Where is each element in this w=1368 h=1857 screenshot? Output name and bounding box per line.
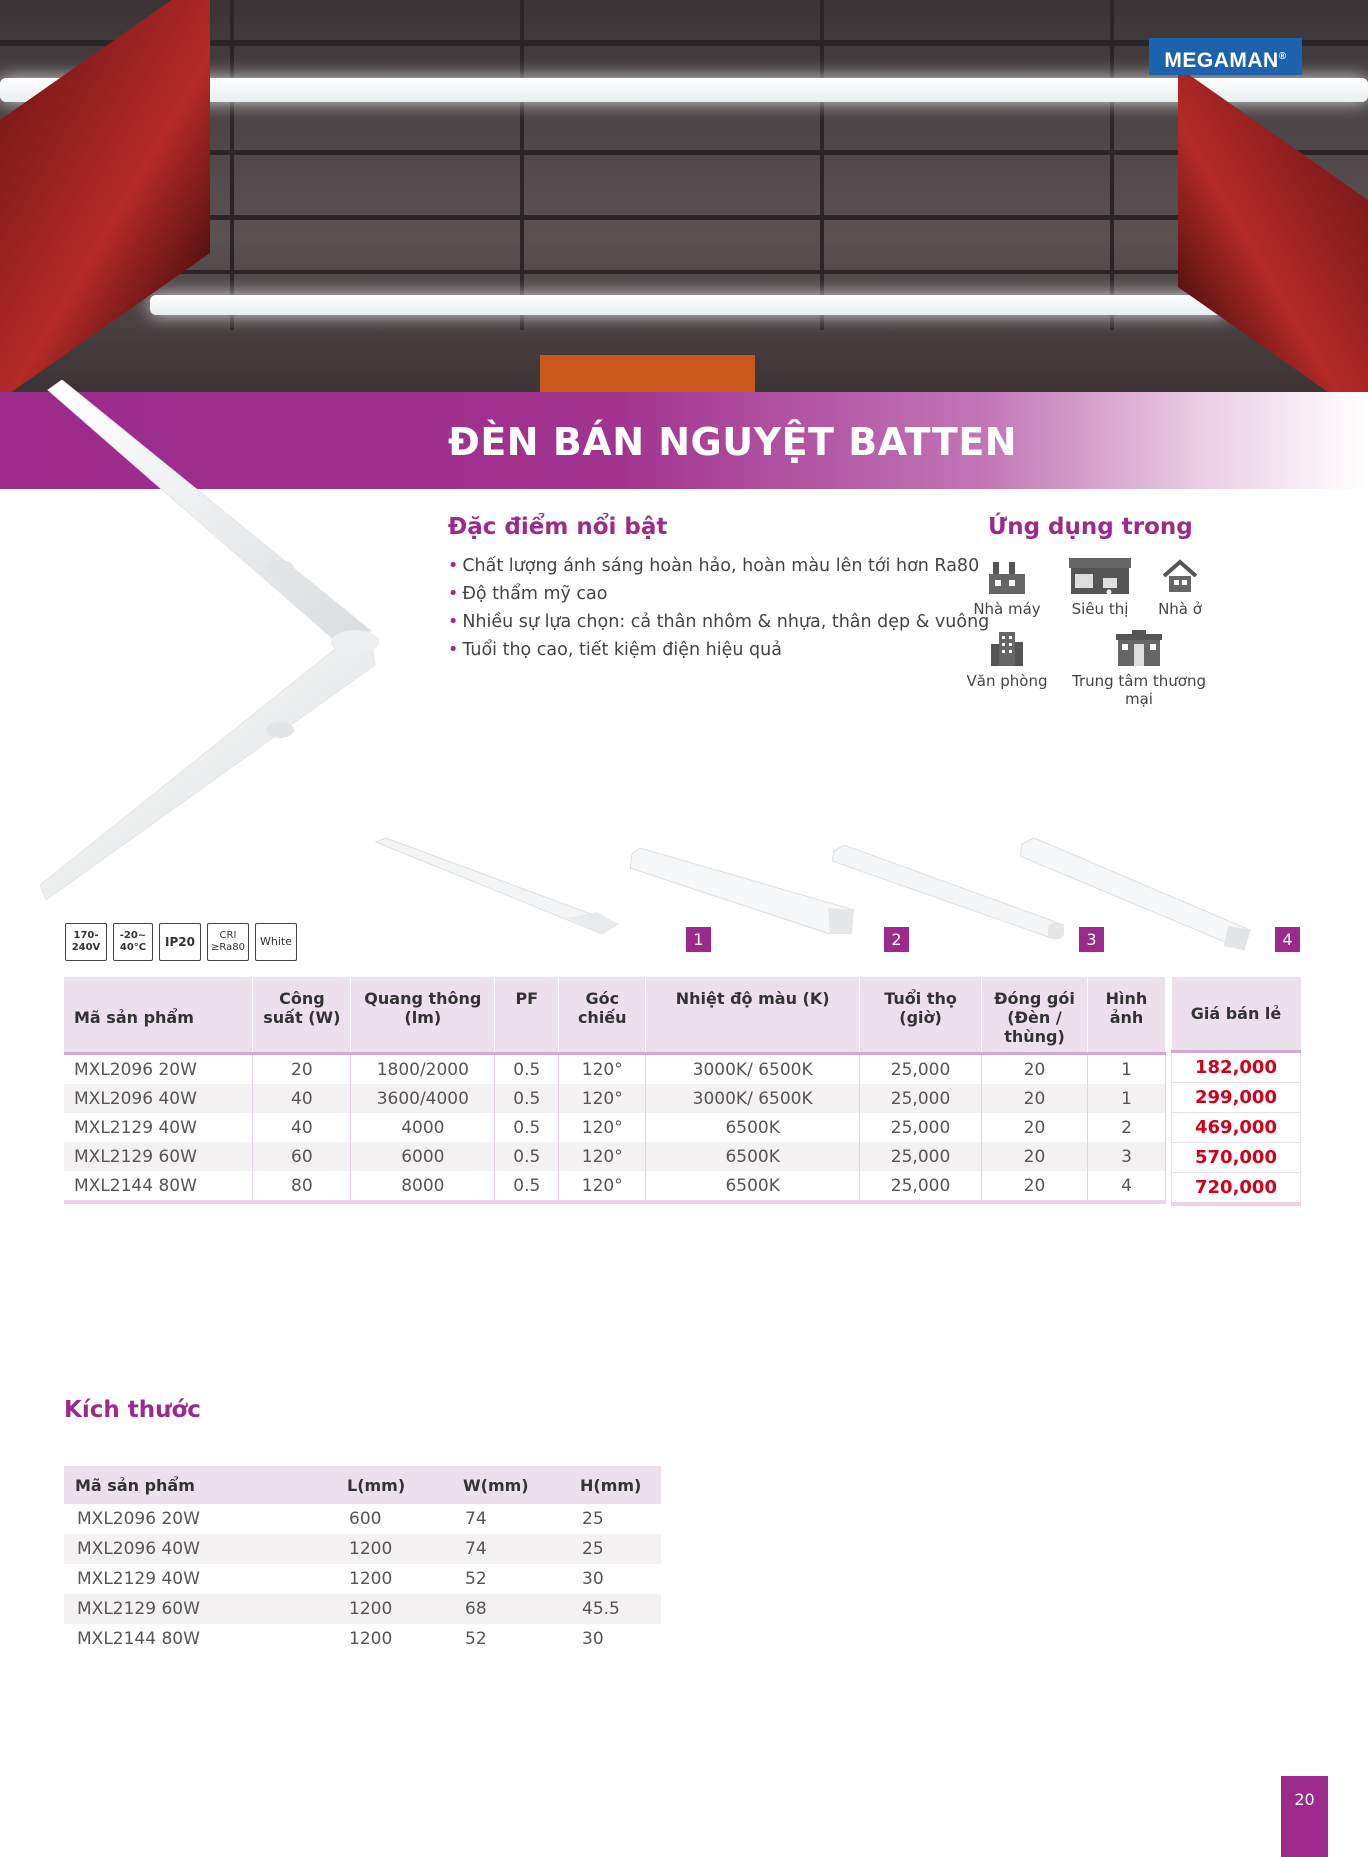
feature-item: • Tuổi thọ cao, tiết kiệm điện hiệu quả <box>448 640 782 660</box>
voltage-spec-icon: 170- 240V <box>65 923 107 961</box>
batten-lamp-joined-image <box>40 380 390 910</box>
spec-icons-row <box>65 923 297 961</box>
megaman-logo: MEGAMAN® <box>1149 38 1302 75</box>
page-number: 20 <box>1281 1776 1328 1857</box>
header-lumen: Quang thông (lm) <box>351 977 495 1054</box>
header-code: Mã sản phẩm <box>64 977 253 1054</box>
cell-pf: 0.5 <box>495 1171 559 1202</box>
cell-power: 20 <box>253 1054 351 1085</box>
table-row <box>1172 1143 1301 1173</box>
table-row <box>64 1142 1166 1171</box>
table-row <box>1172 1113 1301 1143</box>
cell-life: 25,000 <box>860 1054 982 1085</box>
cell-length: 1200 <box>336 1594 452 1624</box>
cell-width: 52 <box>465 1569 487 1589</box>
cell-width: 52 <box>465 1629 487 1649</box>
cell-lumen: 8000 <box>351 1171 495 1202</box>
product-number-badge: 3 <box>1079 927 1104 952</box>
cell-code: MXL2129 60W <box>64 1142 253 1171</box>
cell-price: 720,000 <box>1172 1173 1301 1205</box>
feature-item: • Độ thẩm mỹ cao <box>448 584 608 604</box>
cell-power: 40 <box>253 1113 351 1142</box>
page-title: ĐÈN BÁN NGUYỆT BATTEN <box>448 420 1018 464</box>
cell-angle: 120° <box>559 1054 646 1085</box>
table-row <box>64 1171 1166 1202</box>
supermarket-icon <box>1067 556 1133 596</box>
header-height: H(mm) <box>569 1466 661 1504</box>
cell-code: MXL2096 40W <box>64 1534 336 1564</box>
cell-pack: 20 <box>982 1142 1088 1171</box>
table-row <box>64 1504 661 1534</box>
cell-pf: 0.5 <box>495 1084 559 1113</box>
table-row <box>1172 1173 1301 1205</box>
table-row <box>64 1113 1166 1142</box>
product-image-1-slim <box>372 838 622 938</box>
mall-icon <box>1114 628 1164 668</box>
cell-lumen: 4000 <box>351 1113 495 1142</box>
size-table <box>64 1466 661 1654</box>
cell-code: MXL2144 80W <box>64 1171 253 1202</box>
cell-height: 45.5 <box>569 1594 661 1624</box>
cell-price: 299,000 <box>1172 1083 1301 1113</box>
header-length: L(mm) <box>336 1466 452 1504</box>
temperature-spec-icon: -20~ 40°C <box>113 923 153 961</box>
header-pack: Đóng gói (Đèn / thùng) <box>982 977 1088 1054</box>
app-house: Nhà ở <box>1148 556 1212 618</box>
cell-angle: 120° <box>559 1113 646 1142</box>
cell-cct: 3000K/ 6500K <box>646 1054 860 1085</box>
header-image: Hình ảnh <box>1087 977 1165 1054</box>
cell-life: 25,000 <box>860 1142 982 1171</box>
cell-height: 25 <box>582 1509 604 1529</box>
cell-angle: 120° <box>559 1171 646 1202</box>
app-mall: Trung tâm thương mại <box>1056 628 1222 708</box>
cell-length: 1200 <box>349 1569 393 1589</box>
cell-pack: 20 <box>982 1113 1088 1142</box>
feature-item: • Nhiều sự lựa chọn: cả thân nhôm & nhựa, thân dẹp & vuông <box>448 612 990 632</box>
cell-price: 469,000 <box>1172 1113 1301 1143</box>
cell-pf: 0.5 <box>495 1054 559 1085</box>
cell-code: MXL2096 20W <box>64 1054 253 1085</box>
cell-pack: 20 <box>982 1054 1088 1085</box>
cell-width: 74 <box>452 1534 569 1564</box>
header-width: W(mm) <box>452 1466 569 1504</box>
product-number-badge: 1 <box>686 927 711 952</box>
cell-power: 80 <box>253 1171 351 1202</box>
header-life: Tuổi thọ (giờ) <box>860 977 982 1054</box>
cell-code: MXL2144 80W <box>77 1629 200 1649</box>
cell-power: 60 <box>253 1142 351 1171</box>
cell-code: MXL2096 20W <box>77 1509 200 1529</box>
cell-height: 25 <box>569 1534 661 1564</box>
cell-code: MXL2129 40W <box>64 1113 253 1142</box>
cell-angle: 120° <box>559 1142 646 1171</box>
header-code: Mã sản phẩm <box>64 1466 336 1504</box>
product-number-badge: 4 <box>1275 927 1300 952</box>
app-office: Văn phòng <box>962 628 1052 690</box>
price-table <box>1171 977 1301 1206</box>
cell-life: 25,000 <box>860 1084 982 1113</box>
cell-length: 600 <box>349 1509 382 1529</box>
cell-life: 25,000 <box>860 1113 982 1142</box>
table-row <box>1172 1052 1301 1083</box>
cell-power: 40 <box>253 1084 351 1113</box>
white-color-spec-icon: White <box>255 923 297 961</box>
header-power: Công suất (W) <box>253 977 351 1054</box>
cell-height: 30 <box>582 1569 604 1589</box>
cell-angle: 120° <box>559 1084 646 1113</box>
cell-price: 570,000 <box>1172 1143 1301 1173</box>
table-row <box>64 1624 661 1654</box>
app-supermarket: Siêu thị <box>1060 556 1140 618</box>
cell-width: 74 <box>465 1509 487 1529</box>
table-row <box>64 1054 1166 1085</box>
cell-code: MXL2129 60W <box>64 1594 336 1624</box>
cell-lumen: 1800/2000 <box>351 1054 495 1085</box>
table-row <box>64 1534 661 1564</box>
cell-width: 68 <box>452 1594 569 1624</box>
cell-lumen: 6000 <box>351 1142 495 1171</box>
table-row <box>64 1084 1166 1113</box>
cell-length: 1200 <box>336 1534 452 1564</box>
header-pf: PF <box>495 977 559 1054</box>
table-row <box>64 1594 661 1624</box>
cell-lumen: 3600/4000 <box>351 1084 495 1113</box>
cell-height: 30 <box>582 1629 604 1649</box>
cell-pf: 0.5 <box>495 1113 559 1142</box>
ip20-spec-icon: IP20 <box>159 923 201 961</box>
header-cct: Nhiệt độ màu (K) <box>646 977 860 1054</box>
cri-spec-icon: CRI ≥Ra80 <box>207 923 249 961</box>
cell-image: 4 <box>1087 1171 1165 1202</box>
table-row <box>1172 1083 1301 1113</box>
cell-life: 25,000 <box>860 1171 982 1202</box>
factory-icon <box>987 556 1027 596</box>
features-list <box>448 552 989 664</box>
feature-item: • Chất lượng ánh sáng hoàn hảo, hoàn màu lên tới hơn Ra80 <box>448 556 980 576</box>
cell-code: MXL2096 40W <box>64 1084 253 1113</box>
cell-cct: 6500K <box>646 1113 860 1142</box>
cell-pf: 0.5 <box>495 1142 559 1171</box>
cell-cct: 3000K/ 6500K <box>646 1084 860 1113</box>
cell-length: 1200 <box>349 1629 393 1649</box>
cell-cct: 6500K <box>646 1171 860 1202</box>
product-number-badge: 2 <box>884 927 909 952</box>
cell-image: 1 <box>1087 1084 1165 1113</box>
size-heading: Kích thước <box>64 1397 201 1423</box>
office-building-icon <box>987 628 1027 668</box>
cell-price: 182,000 <box>1172 1052 1301 1083</box>
header-angle: Góc chiếu <box>559 977 646 1054</box>
cell-pack: 20 <box>982 1084 1088 1113</box>
cell-image: 3 <box>1087 1142 1165 1171</box>
app-factory: Nhà máy <box>968 556 1046 618</box>
table-row <box>64 1564 661 1594</box>
header-price: Giá bán lẻ <box>1172 977 1301 1052</box>
product-image-2-flat <box>630 848 860 936</box>
features-heading: Đặc điểm nổi bật <box>448 514 668 540</box>
cell-cct: 6500K <box>646 1142 860 1171</box>
product-table <box>64 977 1166 1204</box>
applications-heading: Ứng dụng trong <box>988 514 1193 540</box>
cell-image: 1 <box>1087 1054 1165 1085</box>
cell-pack: 20 <box>982 1171 1088 1202</box>
product-image-4-square <box>1020 838 1252 953</box>
house-icon <box>1160 556 1200 596</box>
cell-image: 2 <box>1087 1113 1165 1142</box>
cell-code: MXL2129 40W <box>77 1569 200 1589</box>
